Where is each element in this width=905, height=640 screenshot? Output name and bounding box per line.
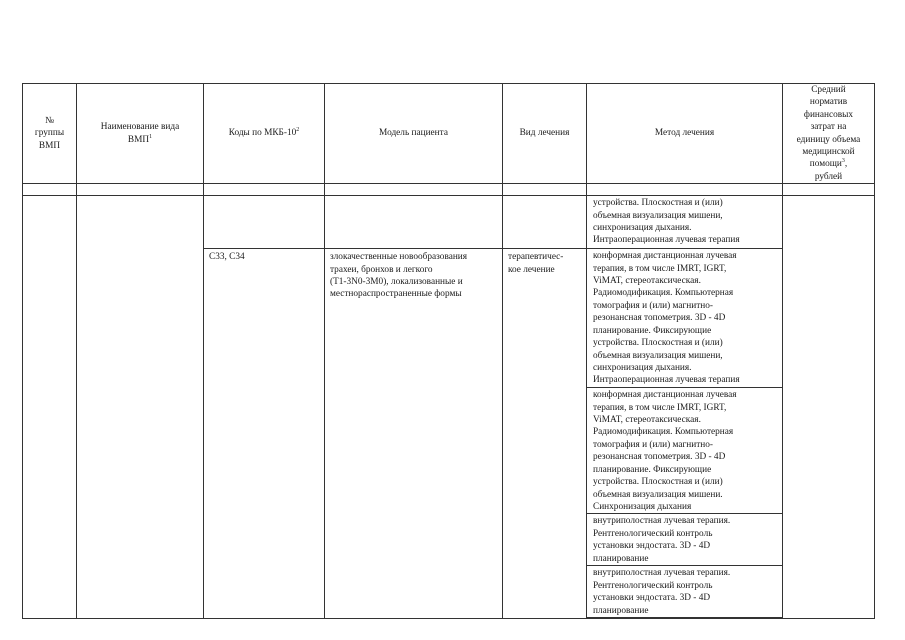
header-vmp-name-text: Наименование вида ВМП	[100, 122, 180, 145]
codes-cell	[204, 249, 325, 619]
header-treatment-method-text: Метод лечения	[654, 128, 715, 139]
header-treatment-type	[503, 84, 587, 184]
method-cell-continued	[587, 196, 783, 249]
codes-text: C33, C34	[209, 252, 245, 263]
treatment-type-text: терапевтичес- кое лечение	[508, 252, 564, 275]
header-cost-norm	[783, 84, 875, 184]
footnote-2: 2	[296, 127, 300, 134]
method-text: устройства. Плоскостная и (или) объемная визуализация мишени, синхронизация дыхания. Интраоперационная лучевая терапия	[593, 198, 740, 246]
codes-cell-prev	[204, 196, 325, 249]
table-row	[23, 196, 875, 249]
header-cost-norm-text: Средний норматив финансовых затрат на единицу объема медицинской помощи	[796, 85, 861, 170]
patient-model-cell	[325, 249, 503, 619]
group-number-cell	[23, 196, 77, 619]
header-row	[23, 84, 875, 184]
method-cell	[587, 388, 783, 514]
header-patient-model	[325, 84, 503, 184]
header-patient-model-text: Модель пациента	[379, 128, 448, 139]
header-icd-codes-text: Коды по МКБ-10	[228, 128, 297, 139]
header-treatment-type-text: Вид лечения	[519, 128, 570, 139]
vmp-table	[22, 83, 875, 619]
spacer-cell	[325, 184, 503, 196]
method-text: конформная дистанционная лучевая терапия, в том числе IMRT, IGRT, ViMAT, стереотаксическая. Радиомодификация. Компьютерная томография и (или) магнитно- резонансная топометрия. 3D - 4D планирование. Фиксирующие устройства. Плоскостная и (или) объемная визуализация мишени. Синхронизация дыхания	[593, 390, 737, 512]
method-cell-end	[587, 618, 783, 619]
footnote-3: 3	[841, 158, 845, 165]
header-group-number	[23, 84, 77, 184]
method-cell	[587, 249, 783, 388]
patient-model-cell-prev	[325, 196, 503, 249]
spacer-cell	[503, 184, 587, 196]
method-text: конформная дистанционная лучевая терапия, в том числе IMRT, IGRT, ViMAT, стереотаксическая. Радиомодификация. Компьютерная томография и (или) магнитно- резонансная топометрия. 3D - 4D планирование. Фиксирующие устройства. Плоскостная и (или) объемная визуализация мишени, синхронизация дыхания. Интраоперационная лучевая терапия	[593, 251, 740, 386]
spacer-cell	[23, 184, 77, 196]
header-treatment-method	[587, 84, 783, 184]
treatment-type-cell-prev	[503, 196, 587, 249]
treatment-type-cell	[503, 249, 587, 619]
method-text: внутриполостная лучевая терапия. Рентгенологический контроль установки эндостата. 3D - 4D планирование	[593, 516, 731, 564]
footnote-1: 1	[149, 133, 153, 140]
spacer-cell	[204, 184, 325, 196]
spacer-cell	[587, 184, 783, 196]
vmp-name-cell	[77, 196, 204, 619]
spacer-cell	[783, 184, 875, 196]
header-group-number-text: № группы ВМП	[34, 116, 65, 151]
patient-model-text: злокачественные новообразования трахеи, бронхов и легкого (T1-3N0-3M0), локализованные и местнораспространенные формы	[330, 252, 468, 300]
method-cell	[587, 566, 783, 618]
header-vmp-name	[77, 84, 204, 184]
spacer-row	[23, 184, 875, 196]
method-cell	[587, 514, 783, 566]
cost-cell	[783, 196, 875, 619]
spacer-cell	[77, 184, 204, 196]
header-icd-codes	[204, 84, 325, 184]
method-text: внутриполостная лучевая терапия. Рентгенологический контроль установки эндостата. 3D - 4D планирование	[593, 568, 731, 616]
header-cost-norm-tail: , рублей	[814, 159, 848, 182]
